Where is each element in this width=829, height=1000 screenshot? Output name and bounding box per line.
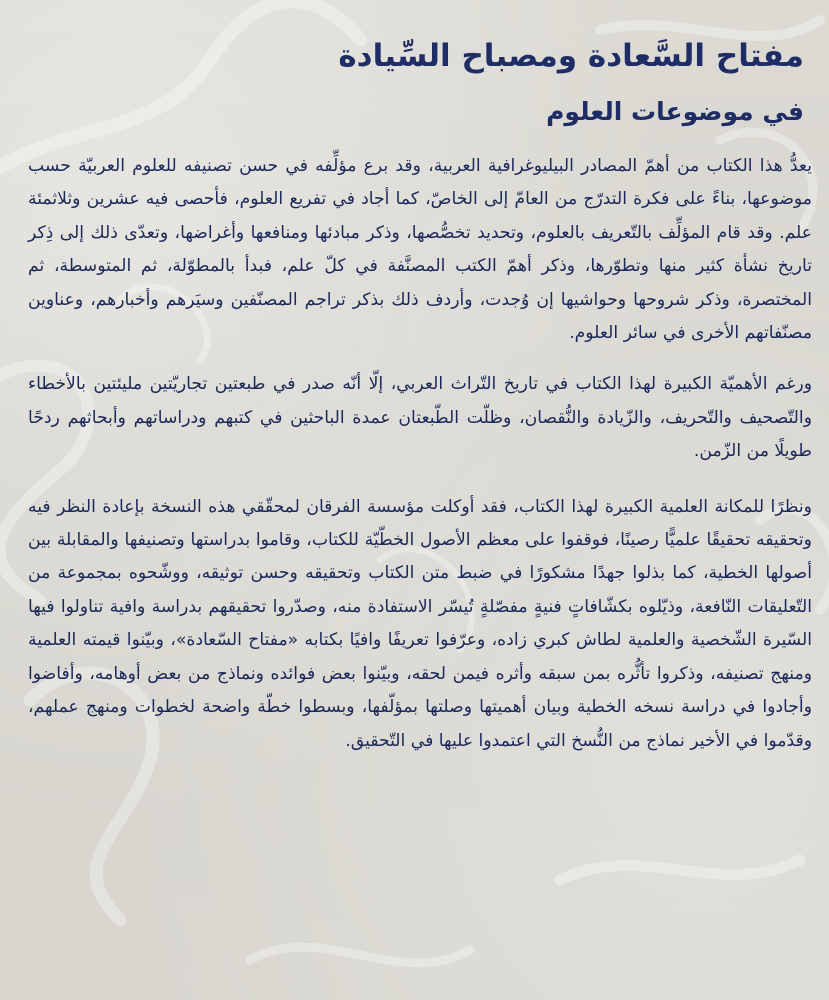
description-paragraph-3: ونظرًا للمكانة العلمية الكبيرة لهذا الكتاب، فقد أوكلت مؤسسة الفرقان لمحقّقي هذه النسخة بإعادة النظر فيه وتحقيقه تحقيقًا علميًّا رصينًا، فوقفوا على معظم الأصول الخطّيّة للكتاب، وقاموا بدراستها وتصنيفها والمقابلة بين أصولها الخطية، كما بذلوا جهدًا مشكورًا في ضبط متن الكتاب وتحقيقه وحسن توثيقه، ووشّحوه بمجموعة من التّعليقات النّافعة، وذيّلوه بكشّافاتٍ فنيةٍ مفصّلةٍ تُيسّر الاستفادة منه، وصدّروا تحقيقهم بدراسة وافية تناولوا فيها السّيرة الشّخصية والعلمية لطاش كبري زاده، وعرّفوا تعريفًا وافيًا بكتابه «مفتاح السّعادة»، وبيّنوا قيمته العلمية ومنهج تصنيفه، وذكروا تأثُّره بمن سبقه وأثره فيمن لحقه، وبيّنوا بعض فوائده ونماذج من بعض أوهامه، وأفاضوا وأجادوا في دراسة نسخه الخطية وبيان أهميتها وصلتها بمؤلّفها، وبسطوا خطّة واضحة لخطوات ومنهج عملهم، وقدّموا في الأخير نماذج من النُّسخ التي اعتمدوا عليها في التّحقيق. <box>28 496 812 751</box>
cover-text-block <box>28 34 812 758</box>
book-subtitle: في موضوعات العلوم <box>546 97 804 126</box>
description-paragraph-2: ورغم الأهميّة الكبيرة لهذا الكتاب في تاريخ التّراث العربي، إلّا أنّه صدر في طبعتين تجاريّتين مليئتين بالأخطاء والتّصحيف والتّحريف، والزّيادة والنُّقصان، وظلّت الطّبعتان عمدة الباحثين في كتبهم ودراساتهم وأبحاثهم ردحًا طويلًا من الزّمن. <box>28 374 812 462</box>
description-paragraph-1: يعدُّ هذا الكتاب من أهمّ المصادر البيليوغرافية العربية، وقد برع مؤلِّفه في حسن تصنيفه للعلوم العربيّة حسب موضوعها، بناءً على فكرة التدرّج من العامّ إلى الخاصّ، كما أجاد في تفريع العلوم، فأحصى فيه عشرين وثلاثمئة علم. وقد قام المؤلِّف بالتّعريف بالعلوم، وتحديد تخصُّصها، وذكر مبادئها ومنافعها وأغراضها، وتعدّى ذلك إلى ذِكر تاريخ نشأة كثير منها وتطوّرها، وذكر أهمّ الكتب المصنَّفة في كلّ علم، فبدأ بالمطوّلة، ثم المتوسطة، ثم المختصرة، وذكر شروحها وحواشيها إن وُجدت، وأردف ذلك بذكر تراجم المصنّفين وسيَرهم وأخبارهم، وعناوين مصنّفاتهم الأخرى في سائر العلوم. <box>28 156 812 344</box>
book-title: مفتاح السَّعادة ومصباح السِّيادة <box>338 38 804 74</box>
